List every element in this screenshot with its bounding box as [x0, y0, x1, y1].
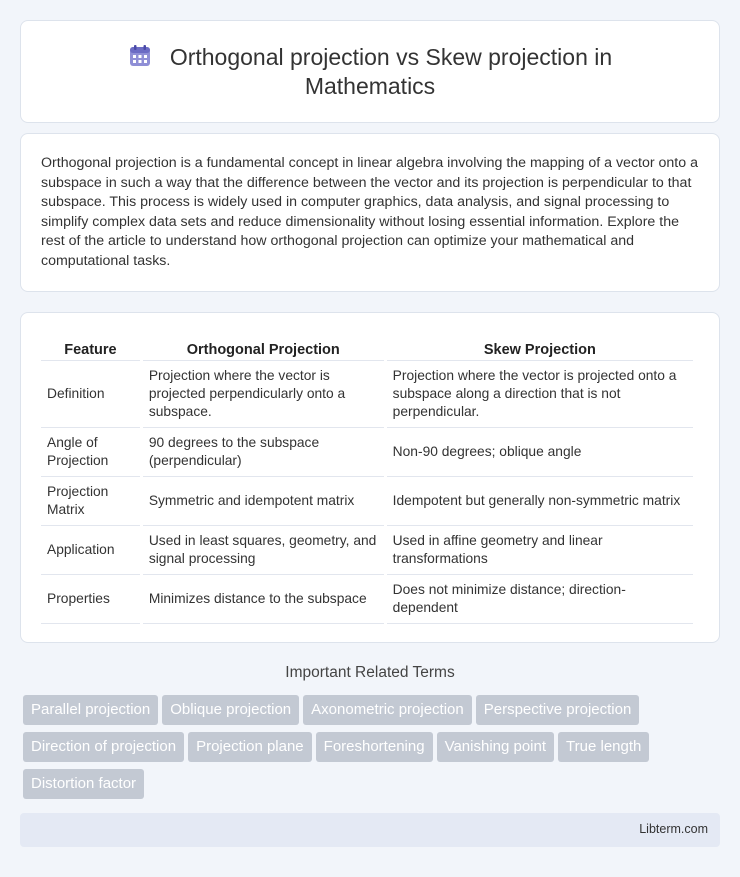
table-row [41, 361, 693, 428]
calendar-icon [128, 44, 152, 68]
comparison-table [38, 333, 696, 624]
table-cell: Used in affine geometry and linear transformations [387, 526, 693, 575]
table-cell: Does not minimize distance; direction-dependent [387, 575, 693, 624]
table-header: Feature [41, 333, 140, 361]
footer-site-link[interactable]: Libterm.com [639, 822, 708, 836]
table-row [41, 575, 693, 624]
table-cell: Angle of Projection [41, 428, 140, 477]
table-cell: Properties [41, 575, 140, 624]
footer [20, 813, 720, 847]
table-cell: 90 degrees to the subspace (perpendicular) [143, 428, 384, 477]
table-cell: Idempotent but generally non-symmetric matrix [387, 477, 693, 526]
table-cell: Non-90 degrees; oblique angle [387, 428, 693, 477]
intro-card [20, 133, 720, 292]
related-term-tag[interactable]: Projection plane [188, 732, 312, 762]
related-term-tag[interactable]: True length [558, 732, 649, 762]
table-cell: Minimizes distance to the subspace [143, 575, 384, 624]
table-row [41, 428, 693, 477]
table-row [41, 477, 693, 526]
page-title: Orthogonal projection vs Skew projection in Mathematics [169, 44, 613, 99]
comparison-table-card [20, 312, 720, 643]
related-term-tag[interactable]: Vanishing point [437, 732, 554, 762]
table-cell: Used in least squares, geometry, and signal processing [143, 526, 384, 575]
table-cell: Projection where the vector is projected onto a subspace along a direction that is not perpendicular. [387, 361, 693, 428]
title-card [20, 20, 720, 123]
table-cell: Definition [41, 361, 140, 428]
related-term-tag[interactable]: Parallel projection [23, 695, 158, 725]
related-term-tag[interactable]: Oblique projection [162, 695, 299, 725]
table-cell: Symmetric and idempotent matrix [143, 477, 384, 526]
table-cell: Application [41, 526, 140, 575]
related-terms-list [23, 695, 713, 806]
intro-paragraph: Orthogonal projection is a fundamental concept in linear algebra involving the mapping of a vector onto a subspace in such a way that the difference between the vector and its projection is perpendicular to that subspace. This process is widely used in computer graphics, data analysis, and signal processing to simplify complex data sets and reduce dimensionality without losing essential information. Explore the rest of the article to understand how orthogonal projection can optimize your mathematical and computational tasks. [41, 155, 698, 269]
table-cell: Projection Matrix [41, 477, 140, 526]
table-header-row [41, 333, 693, 361]
related-term-tag[interactable]: Direction of projection [23, 732, 184, 762]
related-term-tag[interactable]: Axonometric projection [303, 695, 472, 725]
related-term-tag[interactable]: Foreshortening [316, 732, 433, 762]
table-header: Skew Projection [387, 333, 693, 361]
table-row [41, 526, 693, 575]
related-term-tag[interactable]: Perspective projection [476, 695, 640, 725]
related-term-tag[interactable]: Distortion factor [23, 769, 144, 799]
table-header: Orthogonal Projection [143, 333, 384, 361]
table-cell: Projection where the vector is projected perpendicularly onto a subspace. [143, 361, 384, 428]
related-terms-title: Important Related Terms [285, 664, 455, 681]
